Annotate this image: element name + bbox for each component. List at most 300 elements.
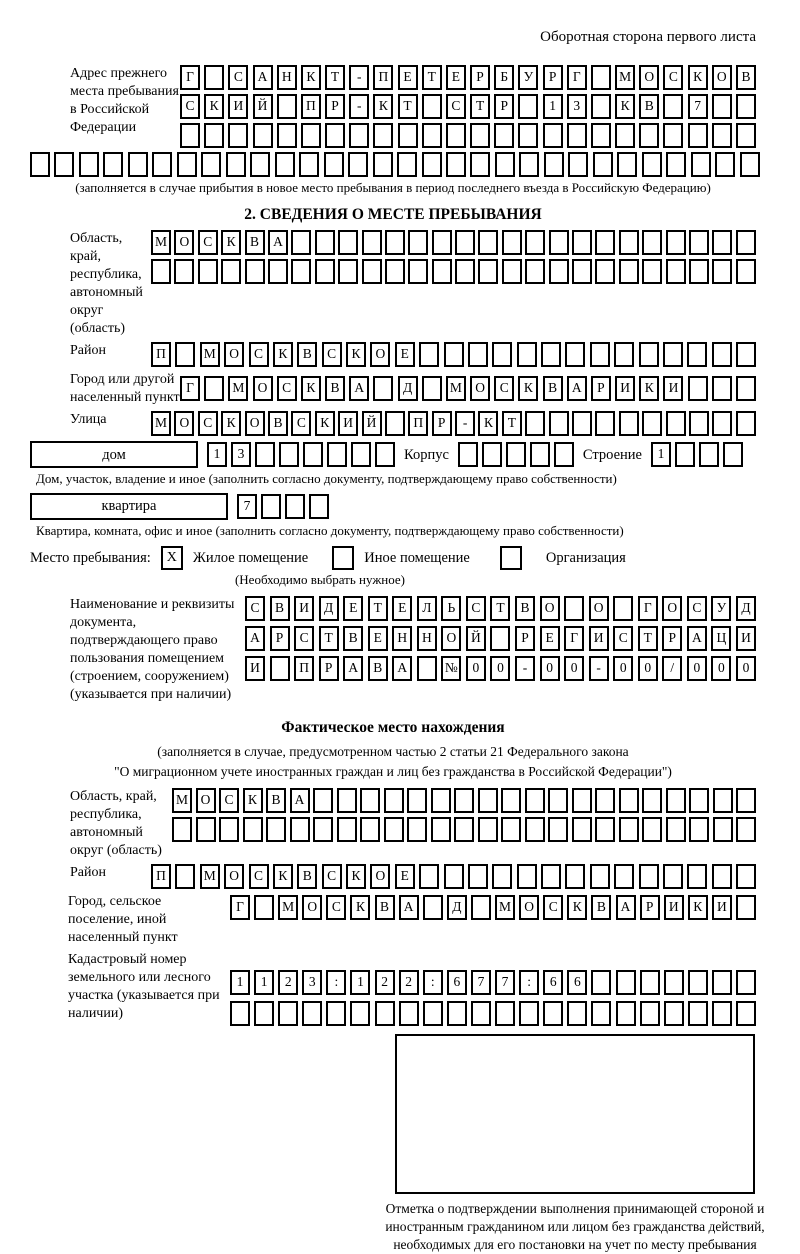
char-cell: К <box>346 864 366 889</box>
char-cell <box>177 152 197 177</box>
char-cell <box>736 411 756 436</box>
char-cell <box>687 864 707 889</box>
char-cell <box>254 895 274 920</box>
char-cell <box>617 152 637 177</box>
char-cell <box>572 788 592 813</box>
char-cell <box>385 230 405 255</box>
cell-row <box>230 970 756 995</box>
char-cell: 1 <box>254 970 274 995</box>
char-cell <box>422 123 442 148</box>
char-cell: : <box>326 970 346 995</box>
char-cell <box>664 1001 684 1026</box>
char-cell: Е <box>446 65 466 90</box>
char-cell <box>54 152 74 177</box>
char-cell: Р <box>319 656 339 681</box>
house-type-box: дом <box>30 441 198 468</box>
char-cell <box>446 152 466 177</box>
char-cell: Е <box>343 596 363 621</box>
house-row <box>30 441 756 468</box>
cadastre-label: Кадастровый номер земельного или лесного участка (указывается при наличии) <box>68 951 220 1021</box>
char-cell <box>614 864 634 889</box>
char-cell <box>723 442 743 467</box>
char-cell: В <box>270 596 290 621</box>
char-cell: В <box>266 788 286 813</box>
char-cell: Г <box>564 626 584 651</box>
char-cell: 1 <box>350 970 370 995</box>
char-cell <box>736 1001 756 1026</box>
char-cell <box>642 817 662 842</box>
char-cell <box>688 376 708 401</box>
char-cell: Ь <box>441 596 461 621</box>
stay-option-residential-label: Жилое помещение <box>192 549 309 566</box>
char-cell: 1 <box>543 94 563 119</box>
cell-row <box>230 1001 756 1026</box>
char-cell: - <box>589 656 609 681</box>
char-cell <box>268 259 288 284</box>
char-cell: О <box>470 376 490 401</box>
cell-row <box>180 94 756 119</box>
char-cell: Р <box>432 411 452 436</box>
char-cell <box>219 817 239 842</box>
char-cell: 6 <box>567 970 587 995</box>
char-cell <box>478 817 498 842</box>
char-cell <box>666 259 686 284</box>
char-cell <box>384 788 404 813</box>
prev-address-label: Адрес прежнего места пребывания в Российской Федерации <box>70 65 179 135</box>
apartment-type-box: квартира <box>30 493 228 520</box>
char-cell <box>373 376 393 401</box>
char-cell <box>518 94 538 119</box>
char-cell <box>385 259 405 284</box>
char-cell: П <box>151 342 171 367</box>
char-cell: Т <box>502 411 522 436</box>
char-cell: Е <box>395 342 415 367</box>
char-cell <box>243 817 263 842</box>
char-cell: У <box>711 596 731 621</box>
document-block <box>30 596 756 704</box>
char-cell <box>519 152 539 177</box>
char-cell <box>591 970 611 995</box>
char-cell: Е <box>392 596 412 621</box>
actual-oblast-block <box>30 788 756 860</box>
char-cell <box>712 230 732 255</box>
char-cell <box>712 411 732 436</box>
char-cell: 0 <box>564 656 584 681</box>
apartment-number-cells <box>237 494 329 519</box>
char-cell: В <box>591 895 611 920</box>
char-cell <box>454 817 474 842</box>
char-cell <box>221 259 241 284</box>
char-cell <box>351 442 371 467</box>
char-cell <box>494 123 514 148</box>
char-cell <box>303 442 323 467</box>
char-cell <box>616 1001 636 1026</box>
char-cell <box>254 1001 274 1026</box>
char-cell <box>687 342 707 367</box>
char-cell <box>230 1001 250 1026</box>
char-cell: В <box>297 342 317 367</box>
char-cell <box>103 152 123 177</box>
char-cell: 6 <box>543 970 563 995</box>
char-cell <box>478 230 498 255</box>
char-cell: К <box>315 411 335 436</box>
char-cell <box>299 152 319 177</box>
char-cell <box>277 123 297 148</box>
char-cell: С <box>446 94 466 119</box>
char-cell: С <box>198 411 218 436</box>
char-cell <box>172 817 192 842</box>
char-cell <box>470 123 490 148</box>
char-cell <box>689 411 709 436</box>
char-cell <box>518 123 538 148</box>
char-cell <box>595 817 615 842</box>
char-cell: О <box>245 411 265 436</box>
char-cell: Д <box>398 376 418 401</box>
char-cell: В <box>297 864 317 889</box>
korpus-label: Корпус <box>404 446 449 463</box>
char-cell <box>315 230 335 255</box>
char-cell <box>326 1001 346 1026</box>
char-cell <box>525 788 545 813</box>
char-cell <box>639 342 659 367</box>
char-cell <box>327 442 347 467</box>
char-cell: Д <box>319 596 339 621</box>
char-cell <box>175 864 195 889</box>
char-cell: 0 <box>466 656 486 681</box>
char-cell <box>407 817 427 842</box>
char-cell <box>565 864 585 889</box>
char-cell <box>642 411 662 436</box>
char-cell <box>736 970 756 995</box>
char-cell: О <box>370 864 390 889</box>
char-cell <box>519 1001 539 1026</box>
house-number-cells <box>207 442 395 467</box>
char-cell <box>549 259 569 284</box>
char-cell: 3 <box>567 94 587 119</box>
char-cell <box>689 230 709 255</box>
char-cell <box>204 123 224 148</box>
char-cell <box>408 230 428 255</box>
char-cell <box>471 895 491 920</box>
stay-option-other-checkbox <box>332 546 354 570</box>
char-cell <box>337 817 357 842</box>
char-cell: К <box>346 342 366 367</box>
char-cell <box>712 970 732 995</box>
actual-oblast-rows <box>172 788 756 842</box>
char-cell: И <box>245 656 265 681</box>
char-cell: Р <box>270 626 290 651</box>
char-cell <box>291 230 311 255</box>
char-cell: С <box>245 596 265 621</box>
char-cell <box>525 817 545 842</box>
char-cell: И <box>228 94 248 119</box>
char-cell: И <box>294 596 314 621</box>
char-cell: А <box>399 895 419 920</box>
char-cell: П <box>373 65 393 90</box>
document-rows <box>245 596 756 681</box>
char-cell <box>736 342 756 367</box>
char-cell: С <box>613 626 633 651</box>
char-cell <box>640 1001 660 1026</box>
char-cell: № <box>441 656 461 681</box>
char-cell <box>506 442 526 467</box>
char-cell <box>301 123 321 148</box>
char-cell: О <box>589 596 609 621</box>
confirmation-stamp-box <box>395 1034 755 1194</box>
city-label: Город или другой населенный пункт <box>70 372 180 406</box>
char-cell: К <box>688 895 708 920</box>
char-cell: С <box>228 65 248 90</box>
char-cell: О <box>370 342 390 367</box>
char-cell <box>713 817 733 842</box>
char-cell: - <box>349 65 369 90</box>
cadastre-block <box>30 951 756 1026</box>
char-cell: А <box>253 65 273 90</box>
char-cell <box>266 817 286 842</box>
char-cell <box>591 65 611 90</box>
char-cell <box>313 788 333 813</box>
char-cell: В <box>245 230 265 255</box>
raion-label: Район <box>70 343 106 359</box>
char-cell <box>591 123 611 148</box>
char-cell: - <box>349 94 369 119</box>
char-cell <box>549 411 569 436</box>
char-cell <box>619 411 639 436</box>
char-cell <box>373 152 393 177</box>
actual-city-label: Город, сельское поселение, иной населенный пункт <box>68 893 178 945</box>
char-cell: О <box>639 65 659 90</box>
char-cell: К <box>478 411 498 436</box>
char-cell <box>290 817 310 842</box>
char-cell: В <box>368 656 388 681</box>
cell-row <box>180 123 756 148</box>
char-cell: М <box>200 864 220 889</box>
char-cell <box>712 864 732 889</box>
char-cell: Е <box>398 65 418 90</box>
stay-type-note: (Необходимо выбрать нужное) <box>234 571 406 587</box>
char-cell: И <box>712 895 732 920</box>
char-cell <box>541 864 561 889</box>
char-cell: 1 <box>230 970 250 995</box>
apartment-row <box>30 493 756 520</box>
char-cell <box>422 376 442 401</box>
char-cell: 7 <box>237 494 257 519</box>
char-cell <box>642 230 662 255</box>
actual-location-title: Фактическое место нахождения <box>281 719 505 737</box>
char-cell <box>245 259 265 284</box>
char-cell <box>736 94 756 119</box>
char-cell: К <box>301 376 321 401</box>
char-cell: 0 <box>687 656 707 681</box>
char-cell <box>675 442 695 467</box>
char-cell: Д <box>447 895 467 920</box>
cell-row <box>151 259 756 284</box>
char-cell <box>736 895 756 920</box>
char-cell: А <box>616 895 636 920</box>
char-cell <box>471 1001 491 1026</box>
char-cell <box>736 376 756 401</box>
char-cell <box>444 864 464 889</box>
char-cell <box>478 259 498 284</box>
actual-location-subtitle-1: (заполняется в случае, предусмотренном частью 2 статьи 21 Федерального закона <box>157 743 629 759</box>
char-cell <box>495 152 515 177</box>
char-cell <box>666 817 686 842</box>
char-cell <box>384 817 404 842</box>
char-cell: М <box>172 788 192 813</box>
char-cell: В <box>543 376 563 401</box>
char-cell: В <box>736 65 756 90</box>
char-cell: К <box>204 94 224 119</box>
char-cell: Й <box>362 411 382 436</box>
char-cell: У <box>518 65 538 90</box>
char-cell: С <box>198 230 218 255</box>
char-cell <box>736 259 756 284</box>
char-cell <box>502 230 522 255</box>
char-cell <box>278 1001 298 1026</box>
char-cell <box>642 259 662 284</box>
char-cell <box>517 342 537 367</box>
char-cell: А <box>268 230 288 255</box>
char-cell <box>255 442 275 467</box>
char-cell: С <box>294 626 314 651</box>
char-cell <box>591 1001 611 1026</box>
char-cell <box>375 442 395 467</box>
char-cell: 0 <box>540 656 560 681</box>
char-cell: Т <box>398 94 418 119</box>
char-cell: П <box>408 411 428 436</box>
char-cell <box>482 442 502 467</box>
char-cell <box>712 259 732 284</box>
char-cell <box>619 259 639 284</box>
char-cell <box>640 970 660 995</box>
char-cell: Р <box>591 376 611 401</box>
apartment-note: Квартира, комната, офис и иное (заполнить согласно документу, подтверждающему право собственности) <box>36 522 624 538</box>
char-cell: С <box>322 342 342 367</box>
char-cell <box>663 123 683 148</box>
char-cell: Л <box>417 596 437 621</box>
char-cell <box>595 411 615 436</box>
char-cell: / <box>662 656 682 681</box>
char-cell <box>455 259 475 284</box>
char-cell <box>362 259 382 284</box>
stay-type-row <box>30 546 756 570</box>
char-cell: В <box>639 94 659 119</box>
cell-row <box>172 817 756 842</box>
char-cell <box>261 494 281 519</box>
char-cell: М <box>446 376 466 401</box>
char-cell: С <box>249 342 269 367</box>
char-cell: К <box>301 65 321 90</box>
char-cell <box>501 788 521 813</box>
char-cell <box>590 342 610 367</box>
char-cell <box>642 152 662 177</box>
char-cell: М <box>615 65 635 90</box>
char-cell: Т <box>490 596 510 621</box>
char-cell: 2 <box>278 970 298 995</box>
char-cell: 0 <box>736 656 756 681</box>
actual-raion-block <box>30 864 756 889</box>
char-cell <box>196 817 216 842</box>
char-cell <box>639 864 659 889</box>
char-cell <box>385 411 405 436</box>
char-cell: К <box>221 230 241 255</box>
stroenie-label: Строение <box>582 446 642 463</box>
char-cell <box>422 152 442 177</box>
char-cell: С <box>291 411 311 436</box>
char-cell <box>736 123 756 148</box>
char-cell <box>419 864 439 889</box>
char-cell: 0 <box>711 656 731 681</box>
char-cell <box>30 152 50 177</box>
char-cell: Г <box>567 65 587 90</box>
char-cell <box>595 259 615 284</box>
char-cell: К <box>273 342 293 367</box>
char-cell: О <box>224 864 244 889</box>
char-cell: Г <box>180 376 200 401</box>
document-label: Наименование и реквизиты документа, подтверждающего право пользования помещением (строением, сооружением) (указывается при наличии) <box>70 597 235 703</box>
char-cell: А <box>349 376 369 401</box>
confirmation-stamp-note: Отметка о подтверждении выполнения принимающей стороной и иностранным гражданином или лицом без гражданства действий, необходимых для его постановки на учет по месту пребывания <box>385 1200 765 1252</box>
char-cell: О <box>540 596 560 621</box>
char-cell: К <box>350 895 370 920</box>
char-cell: П <box>301 94 321 119</box>
char-cell: П <box>294 656 314 681</box>
char-cell <box>613 596 633 621</box>
oblast-rows <box>151 230 756 284</box>
char-cell <box>275 152 295 177</box>
char-cell <box>572 230 592 255</box>
char-cell: О <box>712 65 732 90</box>
char-cell: Т <box>319 626 339 651</box>
char-cell: А <box>687 626 707 651</box>
cell-row <box>151 230 756 255</box>
char-cell <box>204 65 224 90</box>
char-cell <box>431 788 451 813</box>
prev-address-rows <box>180 65 756 148</box>
char-cell: А <box>290 788 310 813</box>
char-cell <box>128 152 148 177</box>
char-cell: С <box>219 788 239 813</box>
char-cell <box>666 230 686 255</box>
char-cell: С <box>687 596 707 621</box>
char-cell: А <box>245 626 265 651</box>
char-cell <box>549 230 569 255</box>
char-cell <box>619 788 639 813</box>
char-cell <box>591 94 611 119</box>
char-cell: К <box>567 895 587 920</box>
char-cell: 6 <box>447 970 467 995</box>
char-cell <box>270 656 290 681</box>
char-cell <box>663 94 683 119</box>
char-cell: К <box>273 864 293 889</box>
char-cell <box>250 152 270 177</box>
char-cell: О <box>302 895 322 920</box>
char-cell <box>663 864 683 889</box>
char-cell <box>492 864 512 889</box>
char-cell <box>666 788 686 813</box>
char-cell <box>444 342 464 367</box>
char-cell <box>572 259 592 284</box>
char-cell: М <box>278 895 298 920</box>
char-cell: Р <box>662 626 682 651</box>
city-block <box>30 371 756 407</box>
char-cell: О <box>174 411 194 436</box>
char-cell <box>302 1001 322 1026</box>
char-cell: К <box>615 94 635 119</box>
char-cell: : <box>423 970 443 995</box>
char-cell <box>348 152 368 177</box>
char-cell <box>325 123 345 148</box>
